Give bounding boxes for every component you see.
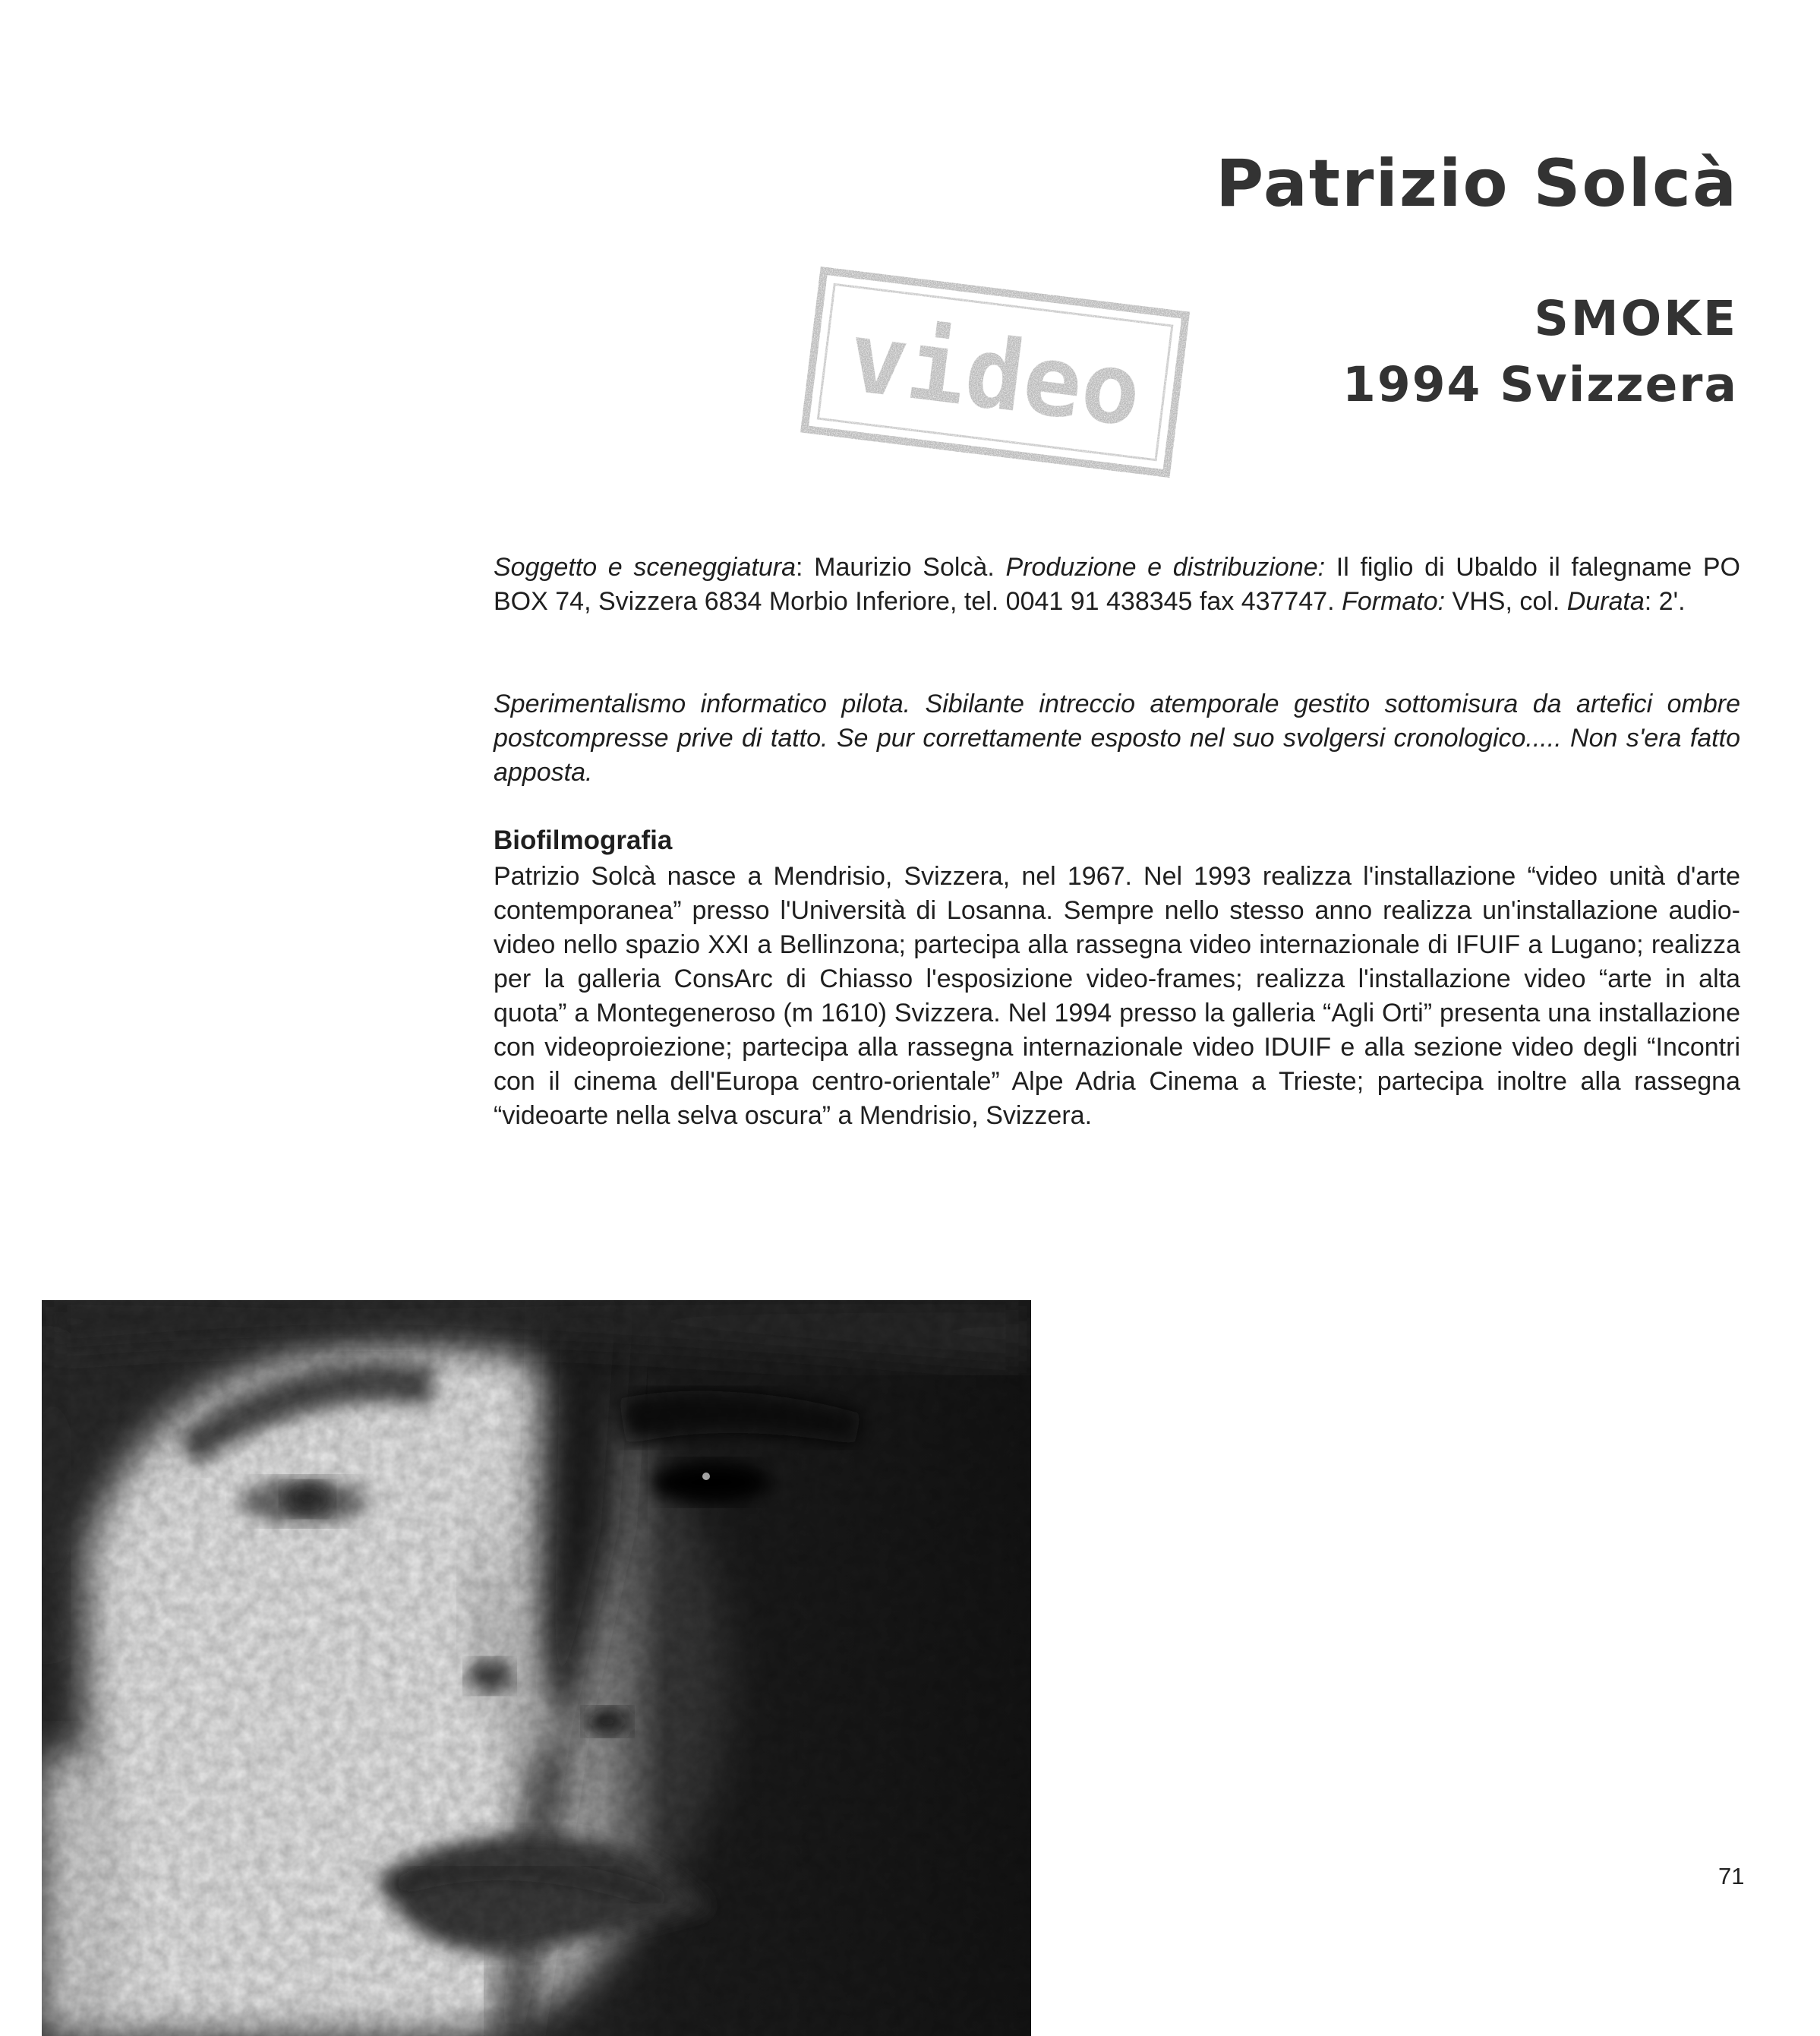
film-title: SMOKE <box>1534 291 1738 346</box>
produzione-value: Il figlio di Ubaldo il falegname PO BOX 74, Svizzera 6834 Morbio Inferiore, tel. 0041 91 438345 fax 437747. <box>494 553 1741 616</box>
synopsis-paragraph <box>494 687 1740 790</box>
film-still-photo <box>42 1300 1031 2036</box>
synopsis-text: Sperimentalismo informatico pilota. Sibilante intreccio atemporale gestito sottomisura da artefici ombre postcompresse prive di tatto. Se pur correttamente esposto nel suo svolgersi cronologico..... Non s'era fatto apposta. <box>494 690 1740 787</box>
formato-label: Formato: <box>1342 587 1446 616</box>
durata-label: Durata <box>1566 587 1645 616</box>
formato-value: VHS, col. <box>1445 587 1567 616</box>
soggetto-label: Soggetto e sceneggiatura <box>494 553 796 582</box>
biography-text: Patrizio Solcà nasce a Mendrisio, Svizzera, nel 1967. Nel 1993 realizza l'installazione “video unità d'arte contemporanea” presso l'Università di Losanna. Sempre nello stesso anno realizza un'installazione audio-video nello spazio XXI a Bellinzona; partecipa alla rassegna video internazionale di IFUIF a Lugano; realizza per la galleria ConsArc di Chiasso l'esposizione video-frames; realizza l'installazione video “arte in alta quota” a Montegeneroso (m 1610) Svizzera. Nel 1994 presso la galleria “Agli Orti” presenta una installazione con videoproiezione; partecipa alla rassegna internazionale video IDUIF e alla sezione video degli “Incontri con il cinema dell'Europa centro-orientale” Alpe Adria Cinema a Trieste; partecipa inoltre alla rassegna “videoarte nella selva oscura” a Mendrisio, Svizzera. <box>494 862 1740 1130</box>
page-title: Patrizio Solcà <box>1216 146 1738 222</box>
video-stamp-text: video <box>842 301 1147 449</box>
biography-heading: Biofilmografia <box>494 825 673 855</box>
film-year-country: 1994 Svizzera <box>1342 357 1738 412</box>
durata-value: : 2'. <box>1644 587 1686 616</box>
video-stamp <box>790 262 1200 490</box>
video-stamp-graphic <box>790 262 1200 490</box>
soggetto-value: : Maurizio Solcà. <box>796 553 1006 582</box>
page-number: 71 <box>1718 1863 1745 1889</box>
produzione-label: Produzione e distribuzione: <box>1005 553 1326 582</box>
face-portrait-image <box>42 1300 1031 2036</box>
credits-paragraph <box>494 551 1740 619</box>
